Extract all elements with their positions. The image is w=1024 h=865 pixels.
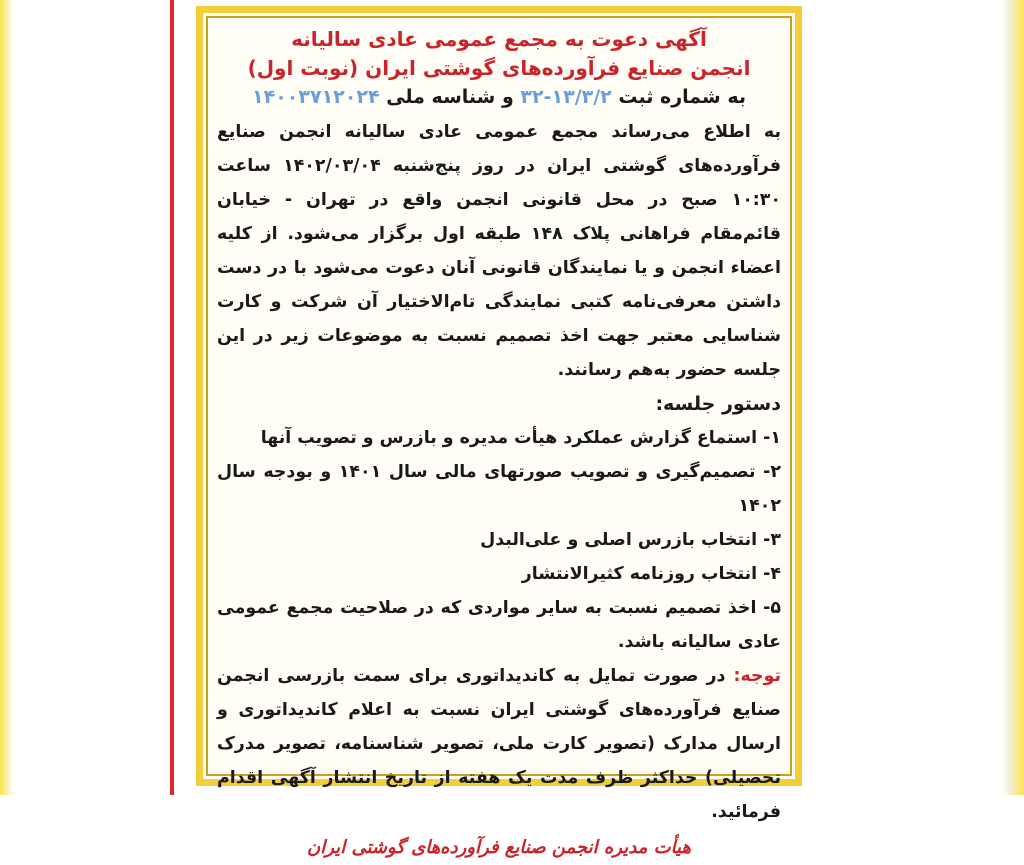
- notice-frame: [196, 6, 802, 858]
- national-id-prefix: و شناسه ملی: [386, 86, 514, 108]
- agenda-item-5: ۵- اخذ تصمیم نسبت به سایر مواردی که در صلاحیت مجمع عمومی عادی سالیانه باشد.: [217, 598, 781, 652]
- agenda-list: [217, 421, 781, 659]
- organization-name: انجمن صنایع فرآورده‌های گوشتی ایران (نوبت اول): [247, 56, 751, 80]
- notice-body: به اطلاع می‌رساند مجمع عمومی عادی سالیانه انجمن صنایع فرآورده‌های گوشتی ایران در روز پنج‌شنبه ۱۴۰۲/۰۳/۰۴ ساعت ۱۰:۳۰ صبح در محل قانونی انجمن واقع در تهران - خیابان قائم‌مقام فراهانی پلاک ۱۴۸ طبقه اول برگزار می‌شود. از کلیه اعضاء انجمن و یا نمایندگان قانونی آنان دعوت می‌شود با در دست داشتن معرفی‌نامه کتبی نمایندگی تام‌الاختیار آن شرکت و کارت شناسایی معتبر جهت اخذ تصمیم نسبت به موضوعات زیر در این جلسه حضور به‌هم رسانند.: [217, 122, 781, 380]
- registration-prefix: به شماره ثبت: [618, 86, 746, 108]
- registration-number: ۱۳/۳/۲-۳۲: [520, 86, 612, 108]
- agenda-item-1: ۱- استماع گزارش عملکرد هیأت مدیره و بازرس و تصویب آنها: [260, 428, 781, 448]
- registration-line: [217, 83, 781, 112]
- left-edge-strip: [0, 0, 14, 795]
- note-paragraph: [217, 659, 781, 829]
- notice-content: [217, 25, 781, 858]
- national-id: ۱۴۰۰۳۷۱۲۰۲۴: [252, 86, 380, 108]
- agenda-item-3: ۳- انتخاب بازرس اصلی و علی‌البدل: [480, 530, 781, 550]
- agenda-title: دستور جلسه:: [655, 393, 781, 415]
- notice-title: آگهی دعوت به مجمع عمومی عادی سالیانه: [291, 27, 707, 51]
- note-text: در صورت تمایل به کاندیداتوری برای سمت بازرسی انجمن صنایع فرآورده‌های گوشتی ایران نسبت به اعلام کاندیداتوری و ارسال مدارک (تصویر کارت ملی، تصویر شناسنامه، تصویر مدرک تحصیلی) حداکثر ظرف مدت یک هفته از تاریخ انتشار آگهی اقدام فرمائید.: [217, 666, 781, 822]
- agenda-item-2: ۲- تصمیم‌گیری و تصویب صورتهای مالی سال ۱۴۰۱ و بودجه سال ۱۴۰۲: [217, 462, 781, 516]
- note-label: توجه:: [733, 666, 781, 686]
- agenda-item-4: ۴- انتخاب روزنامه کثیرالانتشار: [521, 564, 781, 584]
- left-red-rule: [170, 0, 174, 795]
- right-edge-strip: [1002, 0, 1024, 795]
- signature: هیأت مدیره انجمن صنایع فرآورده‌های گوشتی ایران: [307, 837, 691, 858]
